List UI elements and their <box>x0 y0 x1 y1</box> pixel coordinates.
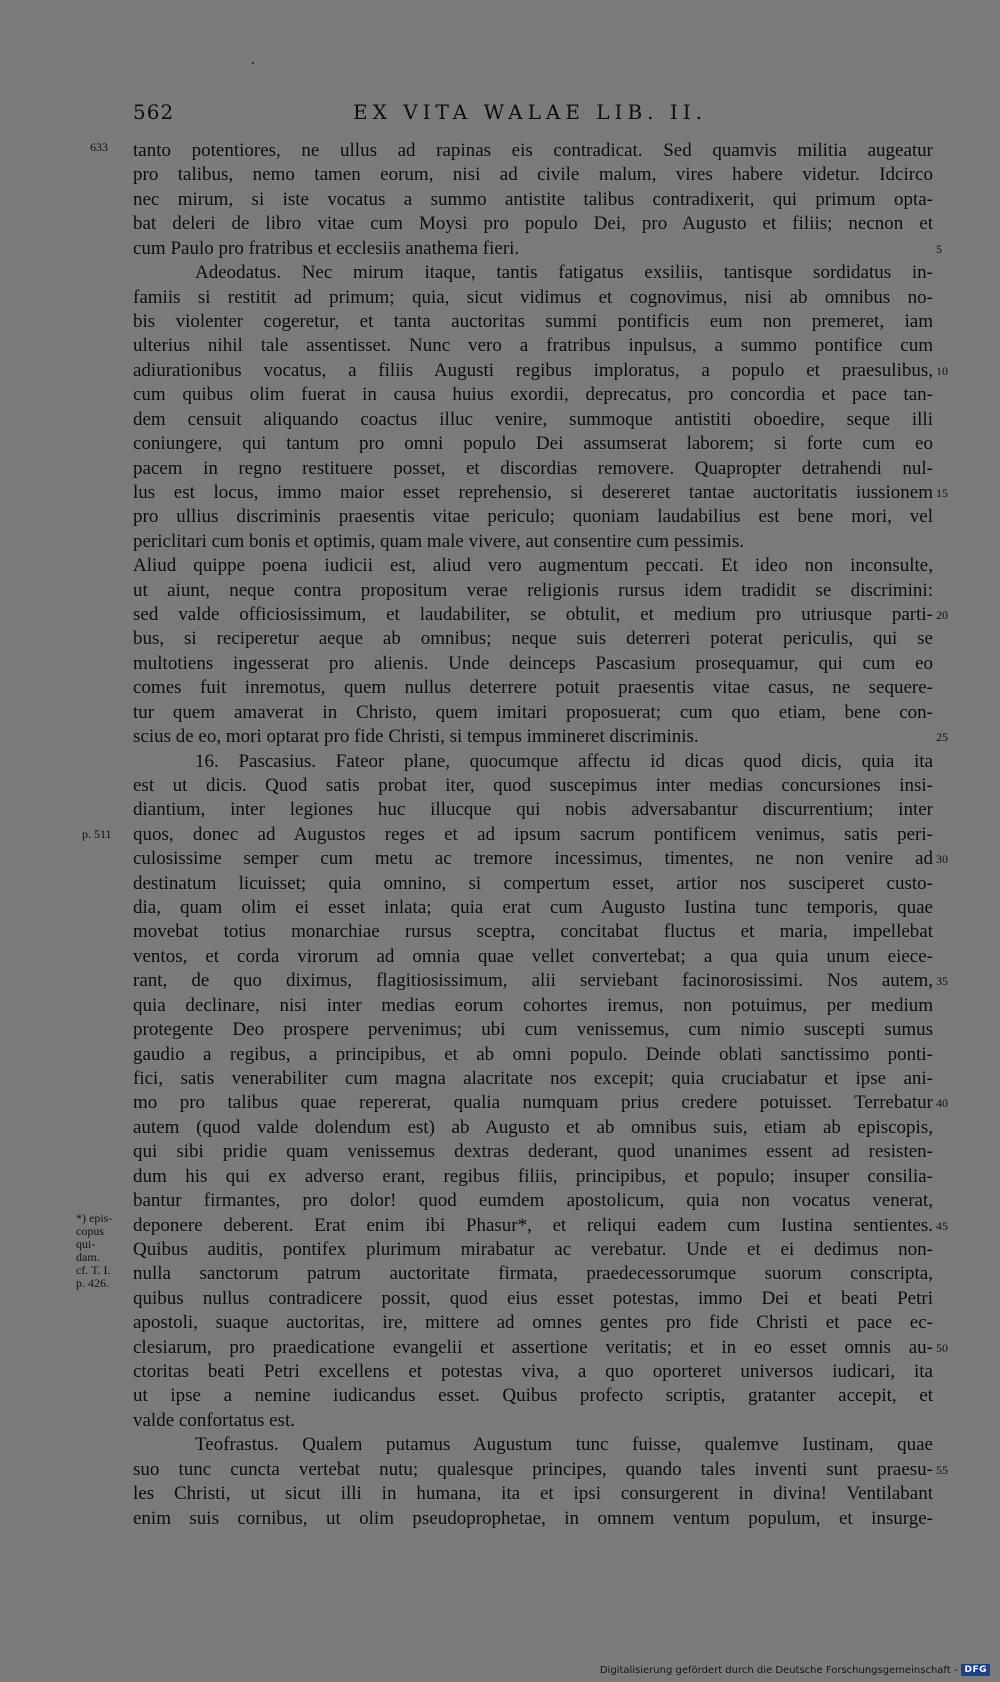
text-line: deponere deberent. Erat enim ibi Phasur*, et reliqui eadem cum Iustina sentientes. <box>133 1214 933 1236</box>
page-number: 562 <box>133 100 175 124</box>
text-line: apostoli, suaque auctoritas, ire, mittere ad omnes gentes pro fide Christi et pace ec- <box>133 1312 933 1334</box>
line-number: 55 <box>936 1462 948 1477</box>
margin-footnote <box>76 1212 112 1290</box>
text-line: cum Paulo pro fratribus et ecclesiis anathema fieri. <box>133 237 520 259</box>
page-header <box>133 100 933 130</box>
text-line: pro talibus, nemo tamen eorum, nisi ad civile malum, vires habere videtur. Idcirco <box>133 164 933 186</box>
text-line: ut aiunt, neque contra propositum verae religionis rursus idem tradidit se discrimini: <box>133 579 933 601</box>
text-line: tanto potentiores, ne ullus ad rapinas eis contradicat. Sed quamvis militia augeatur <box>133 140 933 161</box>
text-line: destinatum licuisset; quia omnino, si compertum esset, artior nos susciperet custo- <box>133 872 933 894</box>
text-line: quos, donec ad Augustos reges et ad ipsum sacrum pontificem venimus, satis peri- <box>133 823 933 845</box>
text-line: diantium, inter legiones huc illucque qui nobis adversabantur discurrentium; inter <box>133 799 933 821</box>
text-line: dem censuit aliquando coactus illuc venire, summoque antistiti oboedire, seque illi <box>133 408 933 430</box>
text-line: rant, de quo diximus, flagitiosissimum, alii serviebant facinorosissimi. Nos autem, <box>133 970 933 992</box>
text-line: Quibus auditis, pontifex plurimum mirabatur ac verebatur. Unde et ei dedimus non- <box>133 1238 933 1260</box>
text-line: Aliud quippe poena iudicii est, aliud vero augmentum peccati. Et ideo non inconsulte, <box>133 555 933 577</box>
footer-text: Digitalisierung gefördert durch die Deutsche Forschungsgemeinschaft - <box>599 1664 958 1676</box>
text-line: ctoritas beati Petri excellens et potestas viva, a quo oporteret universos iudicari, ita <box>133 1361 933 1382</box>
line-number: 5 <box>936 241 942 256</box>
footnote-line: p. 426. <box>76 1276 109 1290</box>
text-line: mo pro talibus quae repererat, qualia numquam prius credere potuisset. Terrebatur <box>133 1092 933 1114</box>
line-number: 40 <box>936 1096 948 1111</box>
text-line: gaudio a regibus, a principibus, et ab omni populo. Deinde oblati sanctissimo ponti- <box>133 1043 933 1065</box>
text-line: nec mirum, si iste vocatus a summo antistite talibus contradixerit, qui primum opta- <box>133 188 933 210</box>
line-number: 30 <box>936 852 948 867</box>
text-line: quia declinare, nisi inter medias eorum cohortes iremus, non potuimus, per medium <box>133 994 933 1016</box>
text-line: protegente Deo prospere pervenimus; ubi cum venissemus, cum nimio suscepti sumus <box>133 1019 933 1041</box>
text-line: nulla sanctorum patrum auctoritate firmata, praedecessorumque suorum conscripta, <box>133 1263 933 1285</box>
text-line: periclitari cum bonis et optimis, quam male vivere, aut consentire cum pessimis. <box>133 530 745 552</box>
footnote-line: qui- <box>76 1237 96 1251</box>
footnote-line: cf. T. I. <box>76 1263 111 1277</box>
text-line: dum his qui ex adverso erant, regibus filiis, principibus, et populo; insuper consilia- <box>133 1165 933 1187</box>
text-line: cum quibus olim fuerat in causa huius exordii, deprecatus, pro concordia et pace tan- <box>133 384 933 406</box>
margin-ref-p511: p. 511 <box>82 827 112 841</box>
text-line: fici, satis venerabiliter cum magna alacritate nos excepit; quia cruciabatur et ipse ani- <box>133 1068 933 1089</box>
footnote-line: *) epis- <box>76 1211 113 1225</box>
text-line: clesiarum, pro praedicatione evangelii et assertione veritatis; et in eo esset omnis au- <box>133 1336 933 1358</box>
text-line: dia, quam olim ei esset inlata; quia erat cum Augusto Iustina tunc temporis, quae <box>133 897 933 918</box>
line-number: 35 <box>936 974 948 989</box>
text-line: bis violenter cogeretur, et tanta auctoritas summi pontificis eum non premeret, iam <box>133 310 933 332</box>
text-line: pro ullius discriminis praesentis vitae periculo; quoniam laudabilius est bene mori, vel <box>133 506 933 528</box>
text-line: bantur firmantes, pro dolor! quod eumdem apostolicum, quia non vocatus venerat, <box>133 1190 933 1212</box>
text-line: ulterius nihil tale assentisset. Nunc vero a fratribus inpulsus, a summo pontifice cum <box>133 335 933 357</box>
text-line: movebat totius monarchiae rursus sceptra, concitabat fluctus et maria, impellebat <box>133 921 933 943</box>
text-line: pacem in regno restituere posset, et discordias removere. Quapropter detrahendi nul- <box>133 457 933 479</box>
text-line: comes fuit inremotus, quem nullus deterrere potuit praesentis vitae casus, ne sequere- <box>133 677 933 699</box>
text-line: famiis si restitit ad primum; quia, sicut vidimus et cognovimus, nisi ab omnibus no- <box>133 286 933 308</box>
text-line: sed valde officiosissimum, et laudabiliter, se obtulit, et medium pro utriusque parti- <box>133 604 933 625</box>
running-title: EX VITA WALAE LIB. II. <box>353 100 708 124</box>
text-line: culosissime semper cum metu ac tremore incessimus, timentes, ne non venire ad <box>133 848 933 870</box>
text-line: bat deleri de libro vitae cum Moysi pro populo Dei, pro Augusto et filiis; necnon et <box>133 213 933 235</box>
text-line: autem (quod valde dolendum est) ab Augusto et ab omnibus suis, etiam ab episcopis, <box>133 1116 933 1138</box>
text-line: suo tunc cuncta vertebat nutu; qualesque principes, quando tales inventi sunt praesu- <box>133 1458 933 1480</box>
line-number: 10 <box>936 363 948 378</box>
text-line: tur quem amaverat in Christo, quem imitari proposuerat; cum quo etiam, bene con- <box>133 701 933 723</box>
text-line: ventos, et corda virorum ad omnia quae vellet convertebat; a qua quia unum eiece- <box>133 945 933 967</box>
footer <box>600 1662 990 1678</box>
text-line: coniungere, qui tantum pro omni populo Dei assumserat laborem; si forte cum eo <box>133 433 933 454</box>
line-number: 25 <box>936 730 948 745</box>
text-line: quibus nullus contradicere possit, quod eius esset potestas, immo Dei et beati Petri <box>133 1287 933 1309</box>
text-line: ut ipse a nemine iudicandus esset. Quibus profecto scriptis, gratanter accepit, et <box>133 1385 933 1407</box>
line-number: 45 <box>936 1218 948 1233</box>
text-line: est ut dicis. Quod satis probat iter, quod suscepimus inter medias concursiones insi- <box>133 774 933 796</box>
footnote-line: copus <box>76 1224 104 1238</box>
text-line: qui sibi pridie quam venissemus dextras dederant, quod unanimes essent ad resisten- <box>133 1141 933 1163</box>
line-number: 15 <box>936 485 948 500</box>
text-line: Adeodatus. Nec mirum itaque, tantis fatigatus exsiliis, tantisque sordidatus in- <box>195 262 933 284</box>
text-line: adiurationibus vocatus, a filiis Augusti regibus imploratus, a populo et praesulibus, <box>133 359 933 381</box>
line-number: 50 <box>936 1340 948 1355</box>
text-line: bus, si reciperetur aeque ab omnibus; neque suis deterreri poterat periculis, qui se <box>133 628 933 650</box>
line-number: 20 <box>936 608 948 622</box>
text-line: lus est locus, immo maior esset reprehensio, si desereret tantae auctoritatis iussionem <box>133 481 933 503</box>
text-line: 16. Pascasius. Fateor plane, quocumque affectu id dicas quod dicis, quia ita <box>195 750 933 772</box>
text-line: valde confortatus est. <box>133 1409 295 1431</box>
text-line: les Christi, ut sicut illi in humana, ita et ipsi consurgerent in divina! Ventilabant <box>133 1483 933 1505</box>
text-line: enim suis cornibus, ut olim pseudoprophetae, in omnem ventum populum, et insurge- <box>133 1507 933 1529</box>
dfg-logo: DFG <box>961 1664 990 1676</box>
scan-speck <box>252 62 254 64</box>
footnote-line: dam. <box>76 1250 100 1264</box>
margin-ref-633: 633 <box>90 140 108 154</box>
text-line: multotiens ingesserat pro alienis. Unde deinceps Pascasium prosequamur, qui cum eo <box>133 652 933 674</box>
text-line: scius de eo, mori optarat pro fide Christi, si tempus immineret discriminis. <box>133 726 699 748</box>
text-line: Teofrastus. Qualem putamus Augustum tunc fuisse, qualemve Iustinam, quae <box>195 1434 933 1456</box>
